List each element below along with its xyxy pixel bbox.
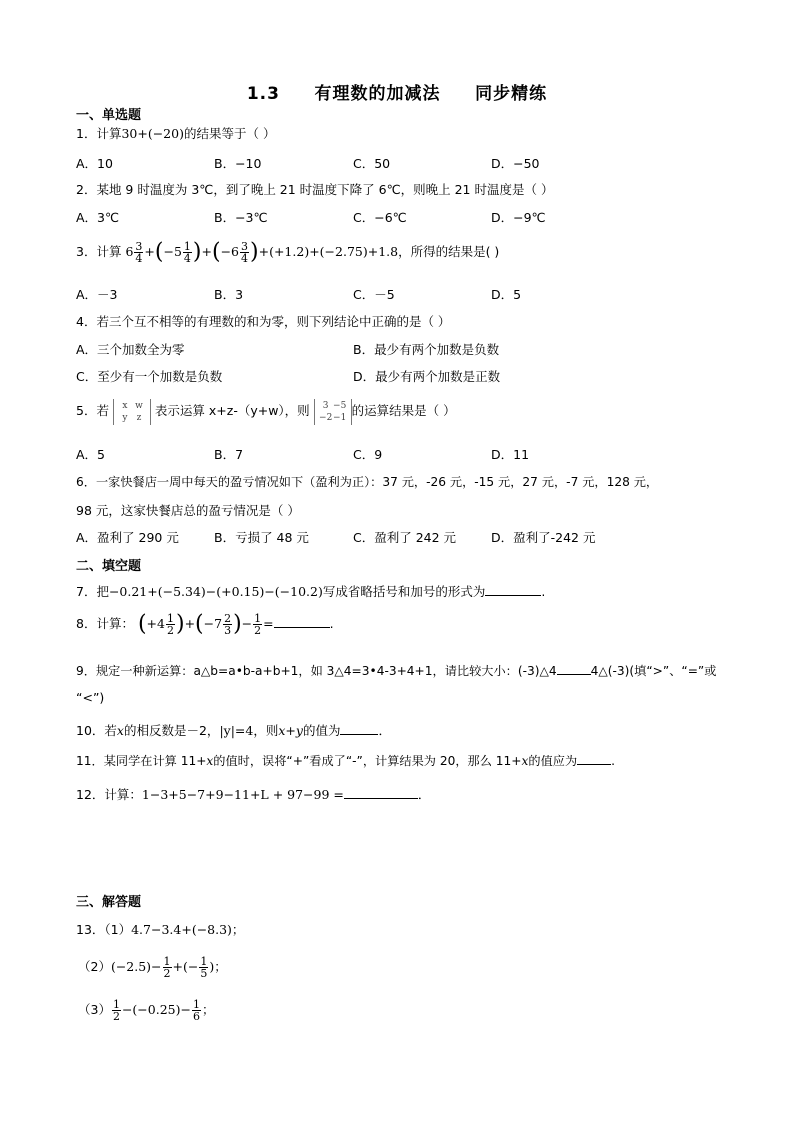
question-8-expression: (+4 $\frac{1}{2}$ )+(−7 $\frac{2}{3}$ )− $\frac{1}{2}$ =: [137, 611, 274, 637]
question-1-option-c: C．50: [353, 156, 391, 171]
question-8-stem: 8．计算： (+4 $\frac{1}{2}$ )+(−7 $\frac{2}{3}$ )− $\frac{1}{2}$ = .: [76, 611, 334, 637]
answer-blank[interactable]: [344, 786, 418, 799]
question-6-stem-line-2: 98 元，这家快餐店总的盈亏情况是（ ）: [76, 503, 300, 518]
section-heading-fill-in: 二、填空题: [76, 559, 142, 574]
question-10-stem: 10．若x的相反数是－2，|y|=4，则x+y的值为 ．: [76, 723, 391, 738]
question-5-option-a: A．5: [76, 447, 106, 462]
question-2-option-b: B．−3℃: [214, 210, 268, 225]
question-13-part-3: （3） $\frac{1}{2}$ −(−0.25)− $\frac{1}{6}$ ；: [78, 998, 215, 1023]
question-5-option-b: B．7: [214, 447, 244, 462]
question-3-option-b: B．3: [214, 287, 244, 302]
question-3-expression: 6 $\frac{3}{4}$ +(−5 $\frac{1}{4}$ )+(−6 $\frac{3}{4}$ )+(+1.2)+(−2.75)+1.8: [125, 239, 399, 265]
question-12-expression: 1−3+5−7+9−11+L + 97−99 =: [141, 787, 344, 802]
question-11-stem: 11．某同学在计算 11+x的值时，误将“+”看成了“-”，计算结果为 20，那么 11+x的值应为 .: [76, 754, 616, 768]
question-2-option-a: A．3℃: [76, 210, 120, 225]
answer-blank[interactable]: [340, 722, 378, 735]
question-3-stem: 3．计算 6 $\frac{3}{4}$ +(−5 $\frac{1}{4}$ )+(−6 $\frac{3}{4}$ )+(+1.2)+(−2.75)+1.8，所得的结果是( ): [76, 239, 500, 265]
section-heading-single-choice: 一、单选题: [76, 108, 142, 123]
question-1-expression: 30+(−20): [121, 126, 184, 141]
question-5-option-d: D．11: [491, 447, 530, 462]
section-heading-solutions: 三、解答题: [76, 895, 142, 910]
question-3-option-d: D．5: [491, 287, 522, 302]
question-3-option-c: C．－5: [353, 287, 395, 302]
question-5-stem: 5．若 x w y z 表示运算 x+z-（y+w），则 3 −5 −2−1 的运算结果是（ ）: [76, 400, 456, 423]
answer-blank[interactable]: [577, 752, 611, 765]
question-6-option-a: A．盈利了 290 元: [76, 530, 179, 545]
question-1-option-a: A．10: [76, 156, 113, 171]
question-13-part-2: （2）(−2.5)− $\frac{1}{2}$ +(− $\frac{1}{5}$ )；: [78, 955, 227, 980]
question-1-stem: 1．计算30+(−20)的结果等于（ ）: [76, 126, 276, 141]
question-4-option-c: C．至少有一个加数是负数: [76, 369, 223, 384]
answer-blank[interactable]: [274, 615, 330, 628]
question-3-option-a: A．－3: [76, 287, 118, 302]
question-1-option-d: D．−50: [491, 156, 540, 171]
question-4-option-d: D．最少有两个加数是正数: [353, 369, 501, 384]
question-6-option-d: D．盈利了-242 元: [491, 530, 596, 545]
question-4-option-b: B．最少有两个加数是负数: [353, 342, 500, 357]
question-7-stem: 7．把−0.21+(−5.34)−(+0.15)−(−10.2)写成省略括号和加号的形式为 .: [76, 584, 546, 599]
question-2-option-c: C．−6℃: [353, 210, 407, 225]
matrix-symbol-numeric: 3 −5 −2−1: [314, 399, 352, 425]
question-2-option-d: D．−9℃: [491, 210, 546, 225]
question-6-option-c: C．盈利了 242 元: [353, 530, 457, 545]
question-4-stem: 4．若三个互不相等的有理数的和为零，则下列结论中正确的是（ ）: [76, 314, 451, 329]
page-title: 1.3 有理数的加减法 同步精练: [246, 84, 548, 104]
question-12-stem: 12．计算：1−3+5−7+9−11+L + 97−99 = ．: [76, 787, 431, 802]
question-6-stem-line-1: 6．一家快餐店一周中每天的盈亏情况如下（盈利为正）：37 元，-26 元，-15 元，27 元，-7 元，128 元，: [76, 475, 659, 489]
question-9-stem-line-1: 9．规定一种新运算：a△b=a•b-a+b+1，如 3△4=3•4-3+4+1，请比较大小：(-3)△4 4△(-3)(填“>”、“=”或: [76, 664, 717, 678]
question-1-option-b: B．−10: [214, 156, 262, 171]
question-9-stem-line-2: “<”): [76, 690, 105, 705]
question-2-stem: 2．某地 9 时温度为 3℃，到了晚上 21 时温度下降了 6℃，则晚上 21 时温度是（ ）: [76, 182, 554, 197]
answer-blank[interactable]: [485, 583, 541, 596]
question-5-option-c: C．9: [353, 447, 383, 462]
question-4-option-a: A．三个加数全为零: [76, 342, 185, 357]
question-7-expression: −0.21+(−5.34)−(+0.15)−(−10.2): [108, 584, 323, 599]
question-6-option-b: B．亏损了 48 元: [214, 530, 309, 545]
matrix-symbol-xwyz: x w y z: [113, 399, 151, 425]
answer-blank[interactable]: [557, 662, 591, 675]
question-13-part-1: 13．（1）4.7−3.4+(−8.3)；: [76, 922, 245, 937]
